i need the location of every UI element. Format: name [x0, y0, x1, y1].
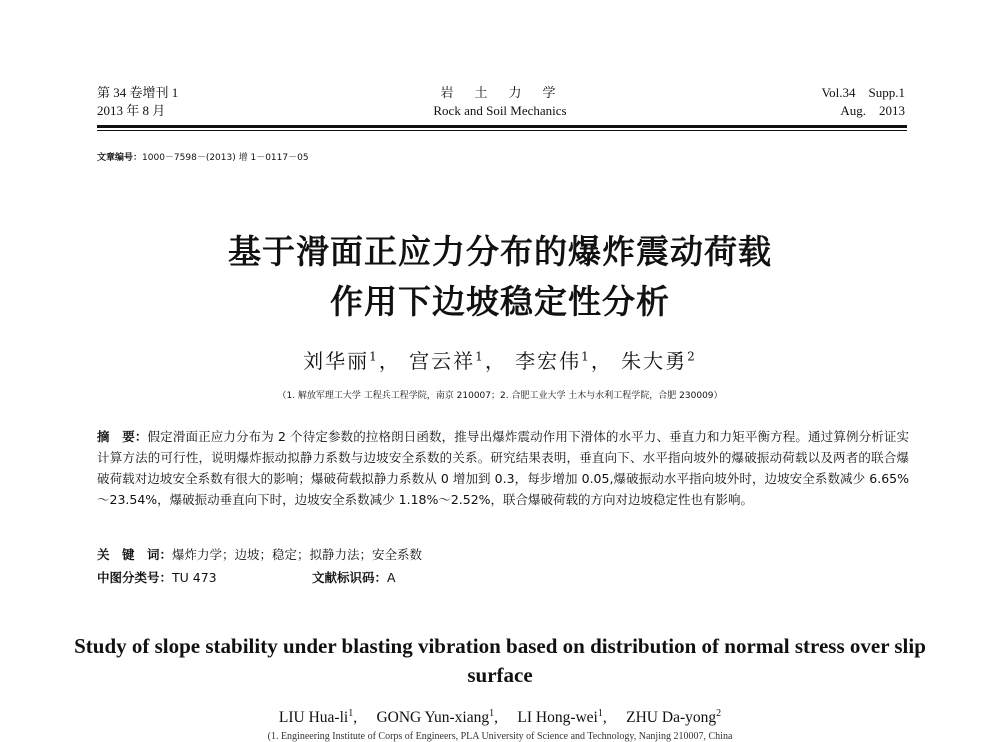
classification: [97, 568, 217, 586]
journal-name-en: Rock and Soil Mechanics: [433, 103, 567, 118]
journal-volume-en: Vol.34 Supp.1: [821, 85, 905, 100]
author-cn: 宫云祥: [409, 349, 476, 373]
authors-en: [0, 705, 1000, 727]
affiliation-cn: （1. 解放军理工大学 工程兵工程学院，南京 210007；2. 合肥工业大学 土木与水利工程学院，合肥 230009）: [277, 391, 723, 401]
author-cn: 李宏伟: [515, 349, 582, 373]
title-cn-line1: 基于滑面正应力分布的爆炸震动荷载: [228, 232, 772, 271]
journal-name-cn: 岩 土 力 学: [440, 85, 560, 100]
keywords-text: 爆炸力学；边坡；稳定；拟静力法；安全系数: [172, 547, 423, 562]
author-separator: ，: [378, 349, 401, 373]
article-number-label: 文章编号：: [97, 153, 143, 163]
author-affiliation-mark: 1: [475, 349, 485, 364]
author-separator: ,: [494, 709, 514, 726]
author-affiliation-mark: 2: [716, 707, 722, 719]
article-number: [97, 150, 309, 163]
keywords-label: 关 键 词：: [97, 547, 173, 562]
author-affiliation-mark: 1: [581, 349, 591, 364]
author-affiliation-mark: 1: [369, 349, 379, 364]
document-code-value: A: [387, 570, 396, 585]
classification-label: 中图分类号：: [97, 570, 173, 585]
author-separator: ，: [590, 349, 613, 373]
header-rule-thin: [97, 130, 907, 131]
author-affiliation-mark: 2: [687, 349, 697, 364]
document-code: [312, 568, 396, 586]
abstract-label: 摘 要：: [97, 429, 148, 444]
author-affiliation-mark: 1: [489, 707, 495, 719]
author-cn: 刘华丽: [303, 349, 370, 373]
journal-volume: 第 34 卷增刊 1: [97, 85, 179, 100]
authors-cn: [0, 345, 1000, 374]
journal-date-en: Aug. 2013: [840, 103, 905, 118]
keywords: [97, 545, 422, 563]
author-en: LIU Hua-li: [278, 709, 349, 726]
journal-date: 2013 年 8 月: [97, 103, 166, 118]
author-separator: ，: [484, 349, 507, 373]
header-rule-thick: [97, 125, 907, 128]
abstract-text: 假定滑面正应力分布为 2 个待定参数的拉格朗日函数，推导出爆炸震动作用下滑体的水平力、垂直力和力矩平衡方程。通过算例分析证实计算方法的可行性，说明爆炸振动拟静力系数与边坡安全系数的关系。研究结果表明，垂直向下、水平指向坡外的爆破振动荷载以及两者的联合爆破荷载对边坡安全系数有很大的影响；爆破荷载拟静力系数从 0 增加到 0.3，每步增加 0.05,爆破振动水平指向坡外时，边坡安全系数减少 6.65%～23.54%，爆破振动垂直向下时，边坡安全系数减少 1.18%～2.52%，联合爆破荷载的方向对边坡稳定性也有影响。: [97, 429, 909, 507]
title-cn-line2: 作用下边坡稳定性分析: [330, 282, 670, 321]
abstract: [97, 426, 909, 510]
title-en: Study of slope stability under blasting vibration based on distribution of normal stress over slip surface: [74, 634, 926, 687]
author-separator: ,: [353, 709, 373, 726]
author-en: GONG Yun-xiang: [376, 709, 490, 726]
author-affiliation-mark: 1: [597, 707, 603, 719]
article-number-value: 1000－7598－(2013) 增 1－0117－05: [142, 153, 309, 163]
author-en: LI Hong-wei: [517, 709, 598, 726]
affiliation-en: (1. Engineering Institute of Corps of Engineers, PLA University of Science and Technology, Nanjing 210007, China: [267, 731, 733, 742]
author-en: ZHU Da-yong: [626, 709, 717, 726]
author-affiliation-mark: 1: [348, 707, 354, 719]
document-code-label: 文献标识码：: [312, 570, 388, 585]
classification-value: TU 473: [172, 570, 217, 585]
author-separator: ,: [602, 709, 623, 726]
author-cn: 朱大勇: [621, 349, 688, 373]
